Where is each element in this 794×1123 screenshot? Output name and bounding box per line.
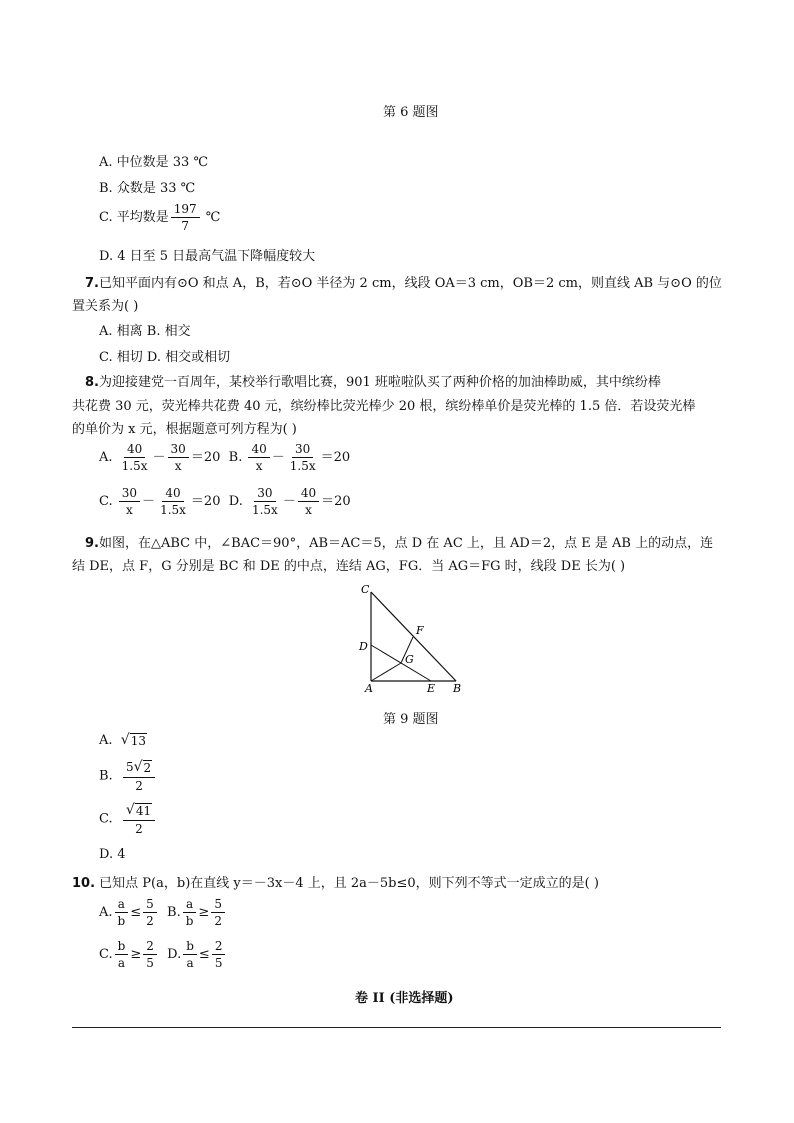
q8-line2: 共花费 30 元，荧光棒共花费 40 元，缤纷棒比荧光棒少 20 根，缤纷棒单价是荧光棒的 1.5 倍．若设荧光棒 (72, 399, 696, 414)
label-b: B (453, 682, 462, 694)
label-c: C (361, 583, 370, 596)
q8-d-frac2: $\frac{40}{x}$ (298, 487, 319, 516)
q10-options-ab: A. $\frac{a}{b}$ ≤ $\frac{5}{2}$ B. $\frac{a}{b}$ ≥ $\frac{5}{2}$ (99, 898, 227, 927)
q9-b-fraction: 5 √ 2 2 (123, 760, 155, 792)
q9-option-d: D. 4 (99, 847, 126, 862)
q7-options-ab: A. 相离 B. 相交 (99, 324, 191, 339)
q8-b-frac2: $\frac{30}{1.5x}$ (289, 442, 316, 473)
q9-option-a: A. √ 13 (99, 732, 146, 748)
q7-line1: 7.已知平面内有⊙O 和点 A，B，若⊙O 半径为 2 cm，线段 OA＝3 cm，OB＝2 cm，则直线 AB 与⊙O 的位 (85, 276, 722, 291)
figure-6-caption: 第 6 题图 (383, 105, 439, 120)
q8-line3: 的单价为 x 元，根据题意可列方程为( ) (72, 422, 297, 437)
segment-ag (371, 663, 401, 681)
q9-number: 9. (85, 536, 99, 551)
q8-c-frac1: $\frac{30}{x}$ (119, 487, 140, 516)
q8-line1: 8.为迎接建党一百周年，某校举行歌唱比赛，901 班啦啦队买了两种价格的加油棒助威，其中缤纷棒 (85, 375, 661, 390)
q8-a-frac1: $\frac{40}{1.5x}$ (121, 442, 148, 473)
q9-option-c: C. √ 41 2 (99, 803, 157, 835)
q7-number: 7. (85, 276, 99, 291)
q8-a-frac2: $\frac{30}{x}$ (168, 443, 189, 472)
q6-option-a: A. 中位数是 33 ℃ (99, 155, 209, 170)
q7-options-cd: C. 相切 D. 相交或相切 (99, 350, 231, 365)
q9-c-fraction: √ 41 2 (123, 803, 155, 835)
q8-number: 8. (85, 375, 99, 390)
q8-c-frac2: $\frac{40}{1.5x}$ (160, 486, 186, 517)
q6-option-d: D. 4 日至 5 日最高气温下降幅度较大 (99, 249, 316, 264)
q8-options-cd: C. $\frac{30}{x}$ － $\frac{40}{1.5x}$ ＝20 D. $\frac{30}{1.5x}$ － $\frac{40}{x}$ ＝20 (99, 486, 351, 517)
q8-d-frac1: $\frac{30}{1.5x}$ (251, 486, 278, 517)
section-title: 卷 II (非选择题) (355, 991, 454, 1006)
figure-9-caption: 第 9 题图 (383, 712, 439, 727)
q6-option-c: C. 平均数是 $\frac{197}{7}$ ℃ (99, 202, 221, 233)
q10-number: 10. (72, 876, 96, 891)
q6-option-b: B. 众数是 33 ℃ (99, 181, 196, 196)
q9-triangle-figure (355, 582, 465, 694)
q8-options-ab: A. $\frac{40}{1.5x}$ － $\frac{30}{x}$ ＝20 B. $\frac{40}{x}$ － $\frac{30}{1.5x}$ ＝20 (99, 442, 351, 473)
segment-bc (371, 592, 456, 681)
label-d: D (359, 640, 368, 653)
q9-line1: 9.如图，在△ABC 中，∠BAC＝90°，AB＝AC＝5，点 D 在 AC 上，且 AD＝2，点 E 是 AB 上的动点，连 (85, 536, 714, 551)
label-e: E (427, 682, 436, 694)
q6-option-c-fraction: $\frac{197}{7}$ (171, 203, 200, 232)
q7-line2: 置关系为( ) (72, 299, 139, 314)
q6-option-c-text: C. 平均数是 (99, 210, 169, 225)
q9-option-b: B. 5 √ 2 2 (99, 760, 157, 792)
q10-line1: 10. 已知点 P(a，b)在直线 y＝－3x－4 上，且 2a－5b≤0，则下列不等式一定成立的是( ) (72, 876, 599, 891)
q10-options-cd: C. $\frac{b}{a}$ ≥ $\frac{2}{5}$ D. $\frac{b}{a}$ ≤ $\frac{2}{5}$ (99, 940, 227, 969)
q8-b-frac1: $\frac{40}{x}$ (248, 443, 269, 472)
q9-a-sqrt: √ 13 (120, 732, 146, 748)
bottom-rule (72, 1027, 721, 1028)
label-g: G (405, 653, 414, 666)
q9-line2: 结 DE，点 F，G 分别是 BC 和 DE 的中点，连结 AG，FG．当 AG＝FG 时，线段 DE 长为( ) (72, 559, 626, 574)
label-f: F (416, 624, 424, 637)
label-a: A (365, 682, 373, 694)
